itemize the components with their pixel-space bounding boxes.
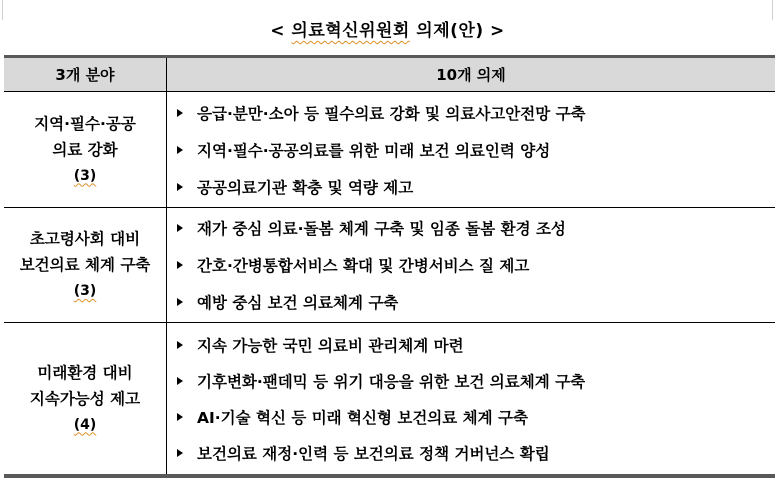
agenda-item: 보건의료 재정·인력 등 보건의료 정책 거버넌스 확립 — [177, 435, 775, 471]
table-row — [4, 92, 775, 208]
triangle-bullet-icon — [177, 449, 183, 457]
triangle-bullet-icon — [177, 224, 183, 232]
agenda-cell — [167, 323, 775, 477]
triangle-bullet-icon — [177, 298, 183, 306]
agenda-item: 공공의료기관 확충 및 역량 제고 — [177, 168, 775, 205]
agenda-list — [167, 210, 775, 321]
title-close-bracket: > — [490, 21, 505, 41]
page-title — [0, 16, 775, 41]
agenda-item: 응급·분만·소아 등 필수의료 강화 및 의료사고안전망 구축 — [177, 94, 775, 131]
triangle-bullet-icon — [177, 261, 183, 269]
area-count: (4) — [73, 416, 97, 433]
area-cell — [4, 92, 167, 208]
area-line: 지속가능성 제고 — [29, 389, 141, 408]
area-line: 지역·필수·공공 — [34, 114, 136, 133]
title-agenda-label: 의제(안) — [409, 21, 491, 41]
area-line: 초고령사회 대비 — [29, 230, 141, 248]
header-agenda: 10개 의제 — [167, 57, 775, 92]
area-count: (3) — [73, 167, 97, 184]
agenda-cell — [167, 92, 775, 208]
triangle-bullet-icon — [177, 377, 183, 385]
triangle-bullet-icon — [177, 109, 183, 117]
agenda-item: AI·기술 혁신 등 미래 혁신형 보건의료 체계 구축 — [177, 399, 775, 435]
area-cell — [4, 208, 167, 323]
area-line: 미래환경 대비 — [37, 363, 133, 382]
area-line: 보건의료 체계 구축 — [19, 256, 151, 274]
area-line: 의료 강화 — [52, 140, 118, 159]
triangle-bullet-icon — [177, 146, 183, 154]
agenda-item: 재가 중심 의료·돌봄 체계 구축 및 임종 돌봄 환경 조성 — [177, 210, 775, 247]
agenda-table — [4, 55, 775, 478]
agenda-item: 지속 가능한 국민 의료비 관리체계 마련 — [177, 327, 775, 363]
agenda-item: 간호·간병통합서비스 확대 및 간병서비스 질 제고 — [177, 247, 775, 284]
header-area: 3개 분야 — [4, 57, 167, 92]
agenda-cell — [167, 208, 775, 323]
triangle-bullet-icon — [177, 341, 183, 349]
triangle-bullet-icon — [177, 183, 183, 191]
agenda-list — [167, 327, 775, 471]
table-row — [4, 323, 775, 477]
agenda-list — [167, 94, 775, 205]
title-open-bracket: < — [270, 21, 292, 41]
area-count: (3) — [73, 283, 97, 299]
title-committee-name: 의료혁신위원회 — [291, 21, 410, 41]
table-row — [4, 208, 775, 323]
triangle-bullet-icon — [177, 413, 183, 421]
agenda-item: 예방 중심 보건 의료체계 구축 — [177, 284, 775, 321]
agenda-item: 지역·필수·공공의료를 위한 미래 보건 의료인력 양성 — [177, 131, 775, 168]
agenda-item: 기후변화·팬데믹 등 위기 대응을 위한 보건 의료체계 구축 — [177, 363, 775, 399]
table-header-row — [4, 57, 775, 92]
area-cell — [4, 323, 167, 477]
